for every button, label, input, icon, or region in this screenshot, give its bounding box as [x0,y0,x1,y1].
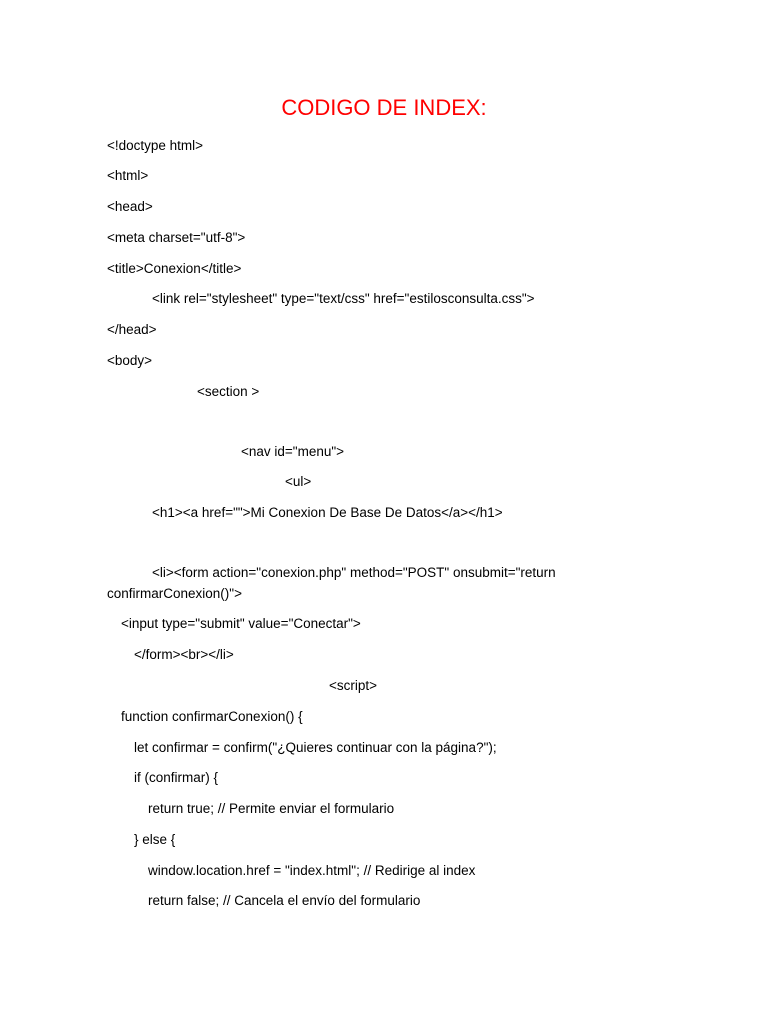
code-line: function confirmarConexion() { [121,709,303,724]
code-line: return false; // Cancela el envío del formulario [148,893,421,908]
code-line: </head> [107,322,157,337]
code-line: <body> [107,353,153,368]
code-line: <head> [107,199,153,214]
code-line: </form><br></li> [134,647,234,662]
code-line: <nav id="menu"> [241,444,345,459]
code-line: window.location.href = "index.html"; // Redirige al index [148,863,476,878]
code-line: <section > [197,384,260,399]
code-line: <li><form action="conexion.php" method="POST" onsubmit="return [152,565,556,580]
code-line: return true; // Permite enviar el formulario [148,801,395,816]
code-line: <!doctype html> [107,138,204,153]
page-title: CODIGO DE INDEX: [281,95,487,120]
code-line: <input type="submit" value="Conectar"> [121,616,361,631]
code-line: } else { [134,832,176,847]
code-line: confirmarConexion()"> [107,586,242,601]
code-line: <meta charset="utf-8"> [107,230,246,245]
code-line: <ul> [285,474,312,489]
code-line: <html> [107,168,149,183]
code-line: <h1><a href="">Mi Conexion De Base De Datos</a></h1> [152,505,503,520]
code-line: if (confirmar) { [134,770,219,785]
code-line: <title>Conexion</title> [107,261,242,276]
code-line: <link rel="stylesheet" type="text/css" href="estilosconsulta.css"> [152,291,535,306]
code-line: let confirmar = confirm("¿Quieres continuar con la página?"); [134,740,497,755]
code-line: <script> [329,678,378,693]
